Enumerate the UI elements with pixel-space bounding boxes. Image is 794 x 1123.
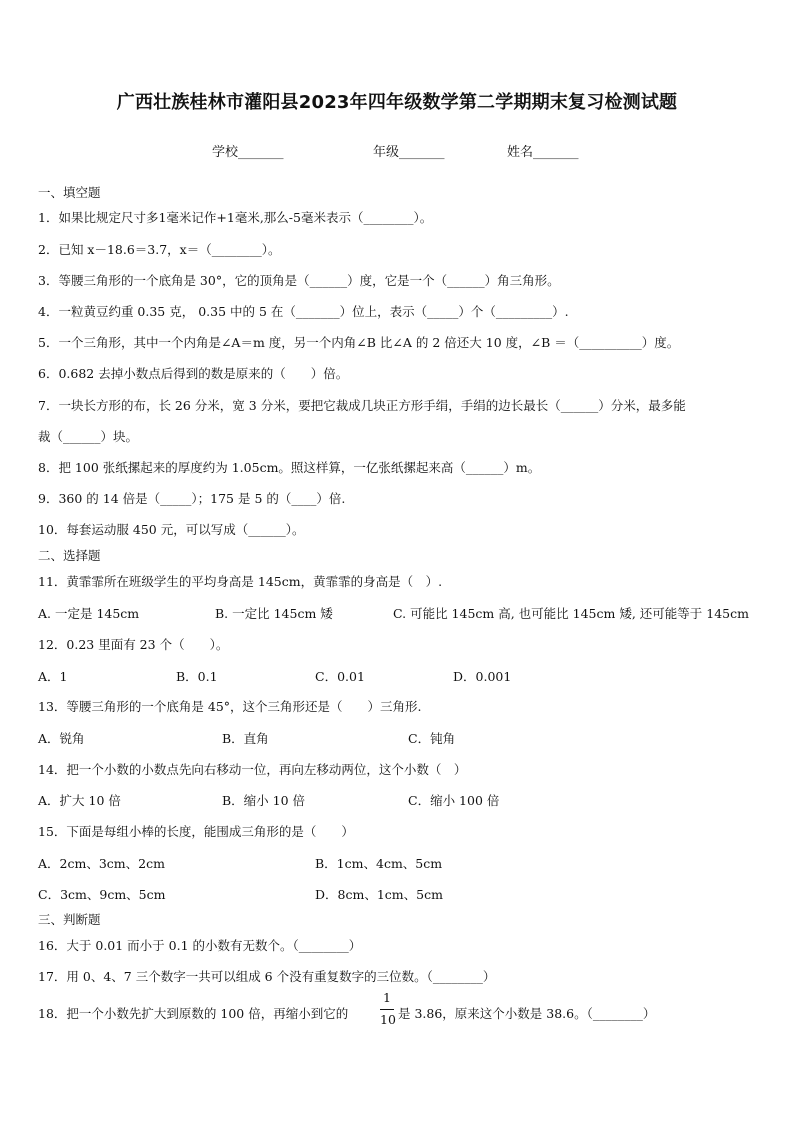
q13-option-b: B．直角 (222, 731, 269, 746)
grade-field: 年级_______ (373, 145, 445, 160)
fraction-bar (380, 1009, 394, 1010)
question-14: 14．把一个小数的小数点先向右移动一位，再向左移动两位，这个小数（ ） (38, 762, 467, 777)
question-17: 17．用 0、4、7 三个数字一共可以组成 6 个没有重复数字的三位数。（________） (38, 969, 496, 984)
q15-option-a: A．2cm、3cm、2cm (38, 856, 165, 871)
q12-option-b: B．0.1 (176, 669, 218, 684)
q11-option-c: C. 可能比 145cm 高, 也可能比 145cm 矮, 还可能等于 145cm (393, 606, 749, 621)
q13-option-c: C．钝角 (408, 731, 456, 746)
fraction-numerator: 1 (383, 990, 391, 1005)
question-7-line2: 裁（______）块。 (38, 429, 139, 444)
question-18-part2: 是 3.86，原来这个小数是 38.6。（________） (398, 1006, 656, 1021)
question-16: 16．大于 0.01 而小于 0.1 的小数有无数个。（________） (38, 938, 362, 953)
q15-option-b: B．1cm、4cm、5cm (315, 856, 443, 871)
question-11: 11．黄霏霏所在班级学生的平均身高是 145cm，黄霏霏的身高是（ ）. (38, 574, 443, 589)
question-12: 12．0.23 里面有 23 个（ ）。 (38, 637, 229, 652)
section-fill-blank: 一、填空题 (38, 185, 101, 200)
section-judgement: 三、判断题 (38, 912, 101, 927)
fraction-denominator: 10 (380, 1012, 396, 1027)
question-7-line1: 7．一块长方形的布，长 26 分米，宽 3 分米，要把它裁成几块正方形手绢，手绢的边长最长（______）分米，最多能 (38, 398, 686, 413)
name-field: 姓名_______ (507, 145, 579, 160)
question-6: 6．0.682 去掉小数点后得到的数是原来的（ ）倍。 (38, 366, 349, 381)
q12-option-a: A．1 (38, 669, 68, 684)
school-field: 学校_______ (212, 145, 284, 160)
question-8: 8．把 100 张纸摞起来的厚度约为 1.05cm。照这样算，一亿张纸摞起来高（______）m。 (38, 460, 541, 475)
q14-option-c: C．缩小 100 倍 (408, 793, 500, 808)
question-2: 2．已知 x－18.6＝3.7，x＝（________）。 (38, 242, 281, 257)
question-18-part1: 18．把一个小数先扩大到原数的 100 倍，再缩小到它的 (38, 1006, 349, 1021)
question-3: 3．等腰三角形的一个底角是 30°，它的顶角是（______）度，它是一个（______）角三角形。 (38, 273, 560, 288)
page-title: 广西壮族桂林市灌阳县2023年四年级数学第二学期期末复习检测试题 (116, 92, 678, 113)
question-4: 4．一粒黄豆约重 0.35 克， 0.35 中的 5 在（_______）位上，表示（_____）个（_________）. (38, 304, 569, 319)
question-1: 1．如果比规定尺寸多1毫米记作+1毫米,那么-5毫米表示（________）。 (38, 210, 433, 225)
section-choice: 二、选择题 (38, 548, 101, 563)
question-10: 10．每套运动服 450 元，可以写成（______）。 (38, 522, 305, 537)
q11-option-a: A. 一定是 145cm (38, 606, 140, 621)
q14-option-a: A．扩大 10 倍 (38, 793, 121, 808)
q11-option-b: B. 一定比 145cm 矮 (215, 606, 333, 621)
q15-option-d: D．8cm、1cm、5cm (315, 887, 443, 902)
q15-option-c: C．3cm、9cm、5cm (38, 887, 166, 902)
question-5: 5．一个三角形，其中一个内角是∠A＝m 度，另一个内角∠B 比∠A 的 2 倍还大 10 度，∠B ＝（__________）度。 (38, 335, 680, 350)
question-9: 9．360 的 14 倍是（_____）；175 是 5 的（____）倍. (38, 491, 346, 506)
q12-option-c: C．0.01 (315, 669, 365, 684)
q14-option-b: B．缩小 10 倍 (222, 793, 306, 808)
q13-option-a: A．锐角 (38, 731, 85, 746)
q12-option-d: D．0.001 (453, 669, 512, 684)
question-13: 13．等腰三角形的一个底角是 45°，这个三角形还是（ ）三角形. (38, 699, 422, 714)
question-15: 15．下面是每组小棒的长度，能围成三角形的是（ ） (38, 824, 354, 839)
